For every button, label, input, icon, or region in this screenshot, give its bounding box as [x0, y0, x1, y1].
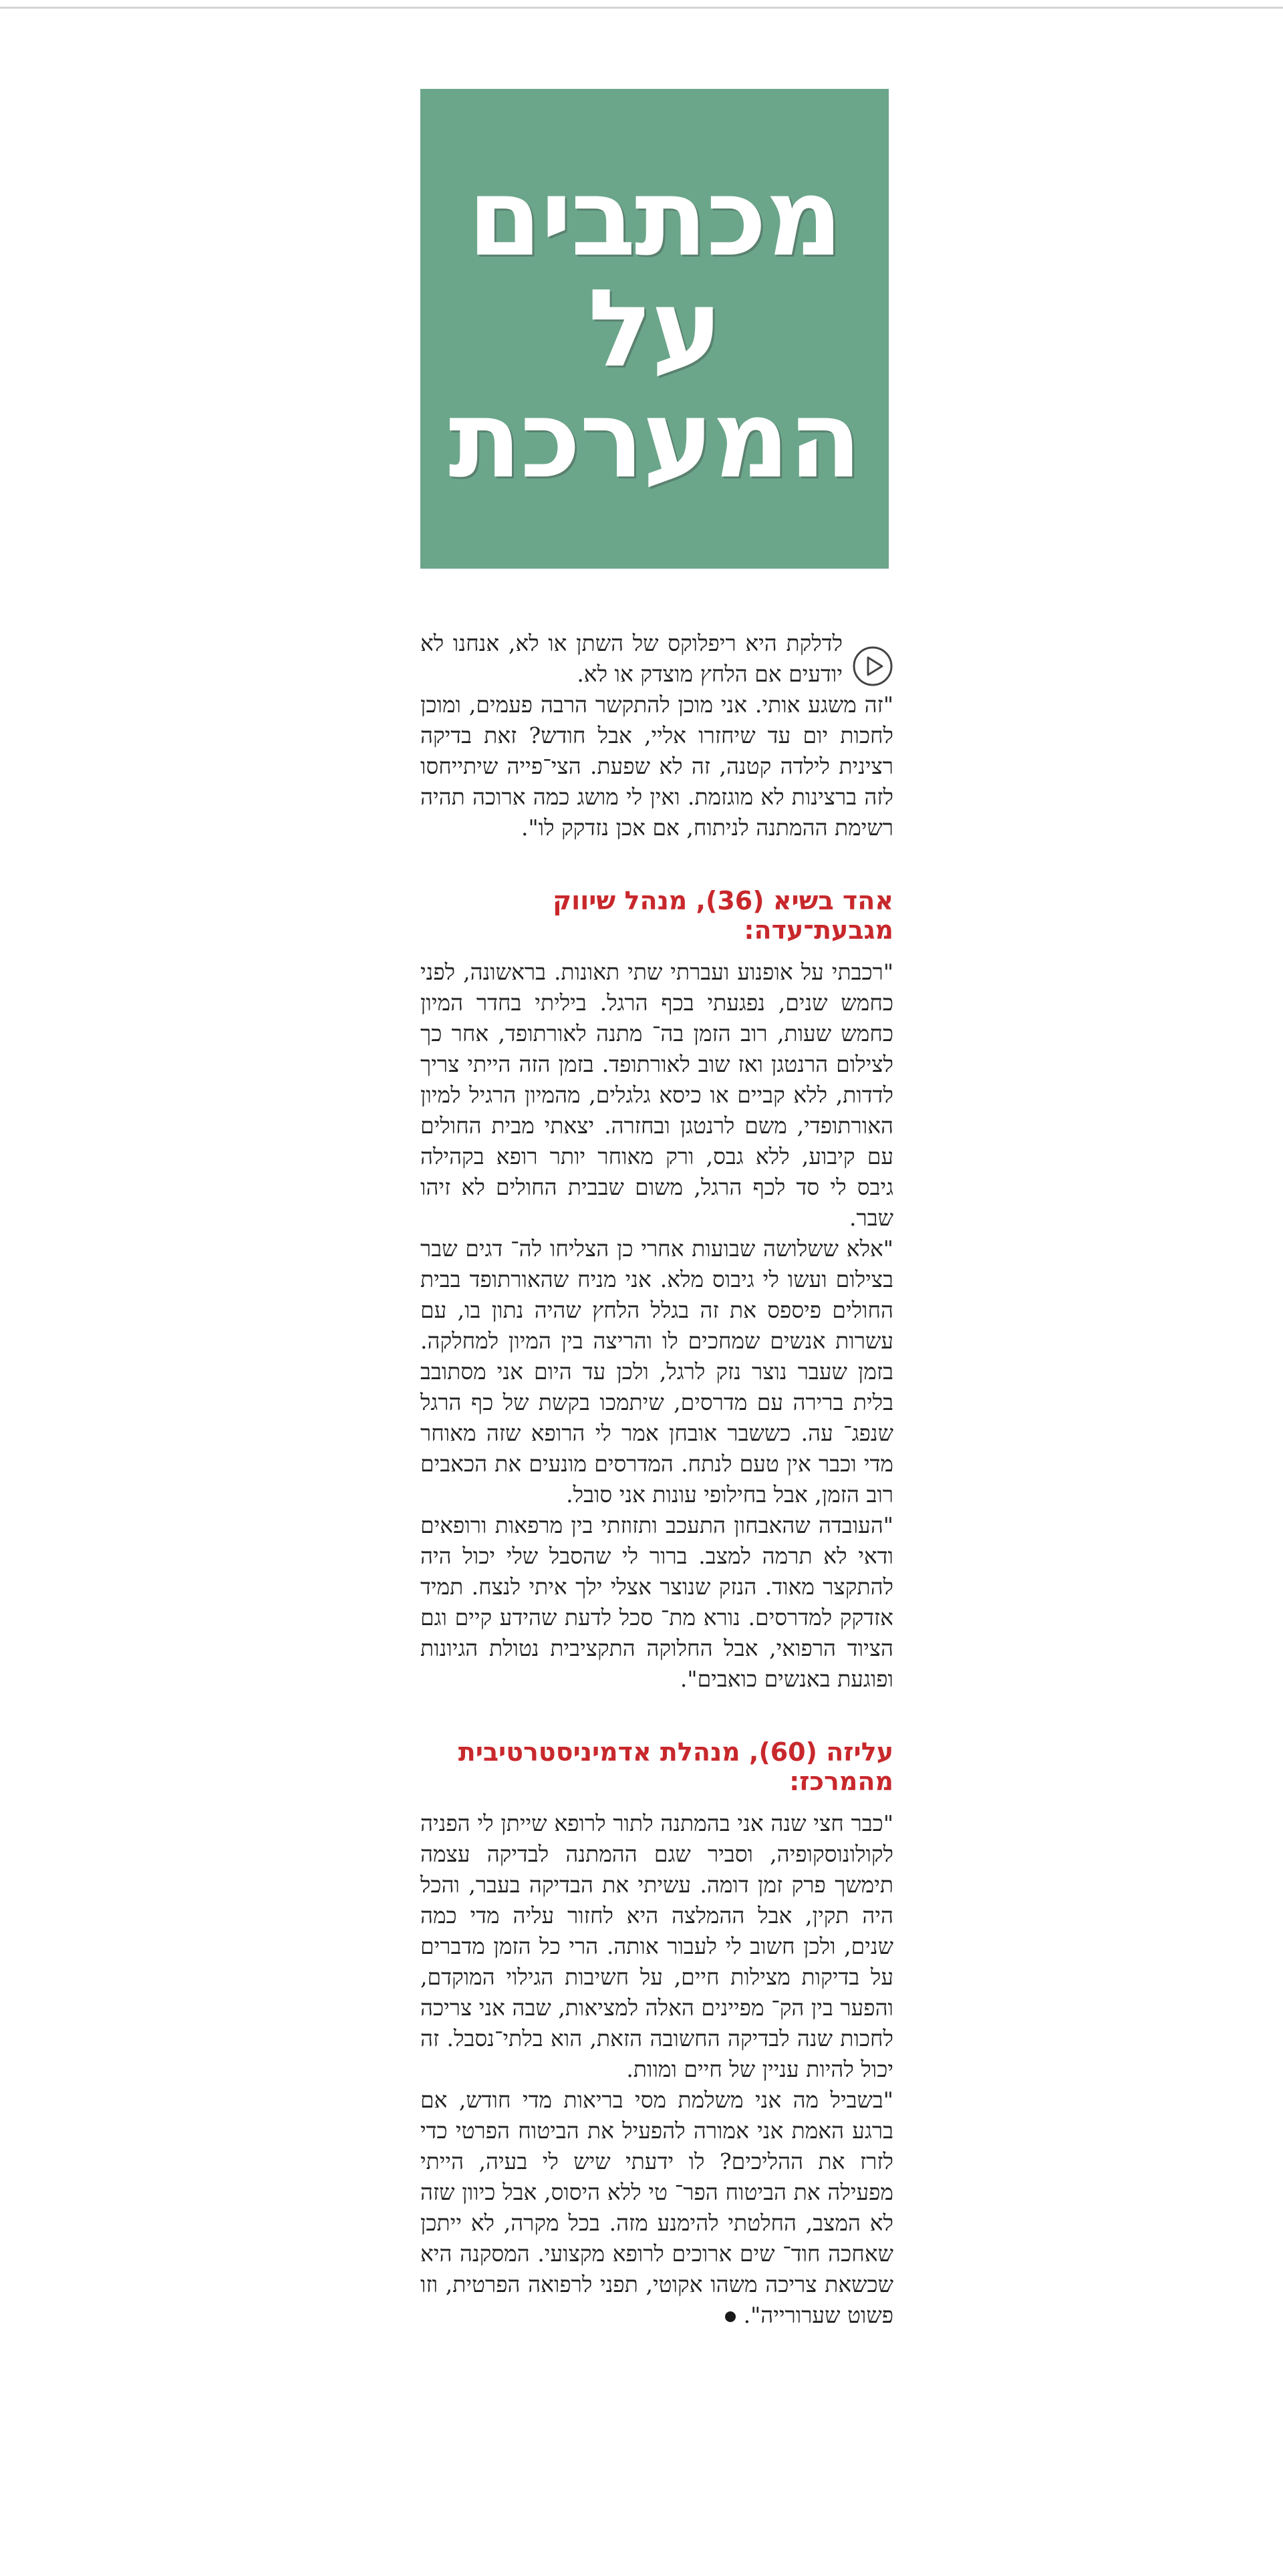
- section1-paragraph-1: "רכבתי על אופנוע ועברתי שתי תאונות. בראשונה, לפני כחמש שנים, נפגעתי בכף הרגל. ביליתי בחדר המיון כחמש שעות, רוב הזמן בה־ מתנה לאורתופד, אחר כך לצילום הרנטגן ואז שוב לאורתופד. בזמן הזה הייתי צריך לדדות, ללא קביים או כיסא גלגלים, מהמיון הרגיל למיון האורתופדי, משם לרנטגן ובחזרה. יצאתי מבית החולים עם קיבוע, ללא גבס, ורק מאוחר יותר רופא בקהילה גיבס לי סד לכף הרגל, משום שבבית החולים לא זיהו שבר.: [420, 959, 893, 1231]
- title-line-3: המערכת: [448, 377, 861, 502]
- section1-paragraph-2: "אלא ששלושה שבועות אחרי כן הצליחו לה־ דגים שבר בצילום ועשו לי גיבוס מלא. אני מניח שהאורתופד בבית החולים פיספס את זה בגלל הלחץ שהיה נתון בו, עם עשרות אנשים שמחכים לו והריצה בין המיון למחלקה. בזמן שעבר נוצר נזק לרגל, ולכן עד היום אני מסתובב בלית ברירה עם מדרסים, שיתמכו בקשת של כף הרגל שנפג־ עה. כששבר אובחן אמר לי הרופא שזה מאוחר מדי וכבר אין טעם לנתח. המדרסים מונעים את הכאבים רוב הזמן, אבל בחילופי עונות אני סובל.: [420, 1236, 893, 1508]
- end-bullet-icon: [725, 2311, 736, 2322]
- play-circle-icon: [852, 646, 893, 687]
- intro-paragraph-1: לדלקת היא ריפלוקס של השתן או לא, אנחנו לא יודעים אם הלחץ מוצדק או לא.: [420, 630, 843, 687]
- title-line-2: על: [587, 266, 722, 391]
- section2-heading: עליזה (60), מנהלת אדמיניסטרטיבית מהמרכז:: [458, 1737, 893, 1796]
- section1-heading: אהד בשיא (36), מנהל שיווק מגבעת־עדה:: [553, 886, 893, 945]
- section2-paragraph-2-text: "בשביל מה אני משלמת מסי בריאות מדי חודש, אם ברגע האמת אני אמורה להפעיל את הביטוח הפרטי כדי לזרז את ההליכים? לו ידעתי שיש לי בעיה, הייתי מפעילה את הביטוח הפר־ טי ללא היסוס, אבל כיוון שזה לא המצב, החלטתי להימנע מזה. בכל מקרה, לא ייתכן שאחכה חוד־ שים ארוכים לרופא מקצועי. המסקנה היא שכשאת צריכה משהו אקוטי, תפני לרפואה הפרטית, וזו פשוט שערורייה".: [420, 2087, 893, 2328]
- top-rule: [0, 7, 1283, 9]
- intro-paragraph-2: "זה משגע אותי. אני מוכן להתקשר הרבה פעמים, ומוכן לחכות יום עד שיחזרו אליי, אבל חודש? זאת בדיקה רצינית לילדה קטנה, זה לא שפעת. הצי־פייה שיתייחסו לזה ברצינות לא מוגזמת. ואין לי מושג כמה ארוכה תהיה רשימת ההמתנה לניתוח, אם אכן נזדקק לו".: [420, 692, 893, 841]
- title-line-1: מכתבים: [467, 155, 842, 280]
- section1-paragraph-3: "העובדה שהאבחון התעכב ותזוזתי בין מרפאות ורופאים ודאי לא תרמה למצב. ברור לי שהסבל שלי יכול היה להתקצר מאוד. הנזק שנוצר אצלי ילך איתי לנצח. תמיד אזדקק למדרסים. נורא מת־ סכל לדעת שהידע קיים וגם הציוד הרפואי, אבל החלוקה התקציבית נטולת הגיונות ופוגעת באנשים כואבים".: [420, 1512, 893, 1692]
- title-box: [420, 89, 889, 569]
- section2-paragraph-1: "כבר חצי שנה אני בהמתנה לתור לרופא שייתן לי הפניה לקולונוסקופיה, וסביר שגם ההמתנה לבדיקה עצמה תימשך פרק זמן דומה. עשיתי את הבדיקה בעבר, והכל היה תקין, אבל ההמלצה היא לחזור עליה מדי כמה שנים, ולכן חשוב לי לעבור אותה. הרי כל הזמן מדברים על בדיקות מצילות חיים, על חשיבות הגילוי המוקדם, והפער בין הק־ מפיינים האלה למציאות, שבה אני צריכה לחכות שנה לבדיקה החשובה הזאת, הוא בלתי־נסבל. זה יכול להיות עניין של חיים ומוות.: [420, 1810, 893, 2082]
- section2-paragraph-2: [420, 2085, 893, 2331]
- article-column: [420, 628, 893, 2553]
